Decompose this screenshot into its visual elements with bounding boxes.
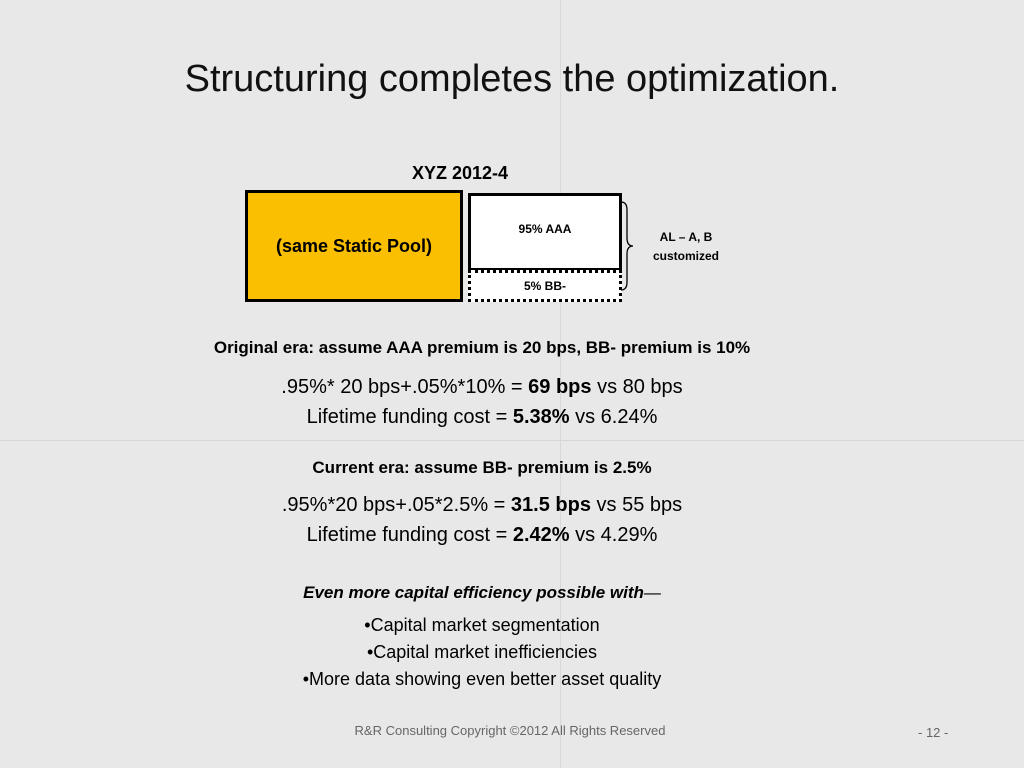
current-era-heading: Current era: assume BB- premium is 2.5% <box>312 458 652 477</box>
original-formula-value: 69 bps <box>528 376 592 398</box>
current-formula-text: .95%*20 bps+.05*2.5% = <box>281 494 511 516</box>
diagram-title: XYZ 2012-4 <box>411 163 509 183</box>
current-formula-compare: vs 55 bps <box>590 494 683 516</box>
static-pool-label: (same Static Pool) <box>275 235 433 256</box>
current-formula <box>0 494 964 517</box>
efficiency-heading <box>0 583 964 603</box>
static-pool-box <box>245 190 463 302</box>
original-formula <box>0 376 964 399</box>
al-note-line2: customized <box>652 249 719 263</box>
page-number: - 12 - <box>918 725 949 740</box>
original-cost-compare: vs 6.24% <box>569 406 658 428</box>
current-cost <box>0 524 964 547</box>
original-formula-text: .95%* 20 bps+.05%*10% = <box>281 376 529 398</box>
bullet-item: •Capital market inefficiencies <box>366 642 598 662</box>
slide-title: Structuring completes the optimization. <box>184 58 840 100</box>
original-cost-value: 5.38% <box>512 406 570 428</box>
bb-tranche-box <box>468 270 622 302</box>
original-era-heading: Original era: assume AAA premium is 20 bps, BB- premium is 10% <box>213 338 751 357</box>
current-cost-value: 2.42% <box>512 524 570 546</box>
efficiency-heading-text: Even more capital efficiency possible with <box>303 583 644 602</box>
bb-tranche-label: 5% BB- <box>523 279 566 293</box>
aaa-tranche-label: 95% AAA <box>518 222 572 236</box>
current-cost-compare: vs 4.29% <box>569 524 658 546</box>
bullet-item: •Capital market segmentation <box>364 615 600 635</box>
original-cost <box>0 406 964 429</box>
original-cost-text: Lifetime funding cost = <box>306 406 513 428</box>
al-note <box>636 228 736 266</box>
right-brace-icon <box>619 200 635 292</box>
efficiency-heading-dash: — <box>643 583 661 602</box>
aaa-tranche-box <box>468 193 622 271</box>
bullet-item: •More data showing even better asset quality <box>302 669 662 689</box>
current-cost-text: Lifetime funding cost = <box>306 524 513 546</box>
current-formula-value: 31.5 bps <box>510 494 591 516</box>
al-note-line1: AL – A, B <box>659 230 713 244</box>
footer-copyright: R&R Consulting Copyright ©2012 All Rights Reserved <box>354 723 666 738</box>
original-formula-compare: vs 80 bps <box>591 376 683 398</box>
